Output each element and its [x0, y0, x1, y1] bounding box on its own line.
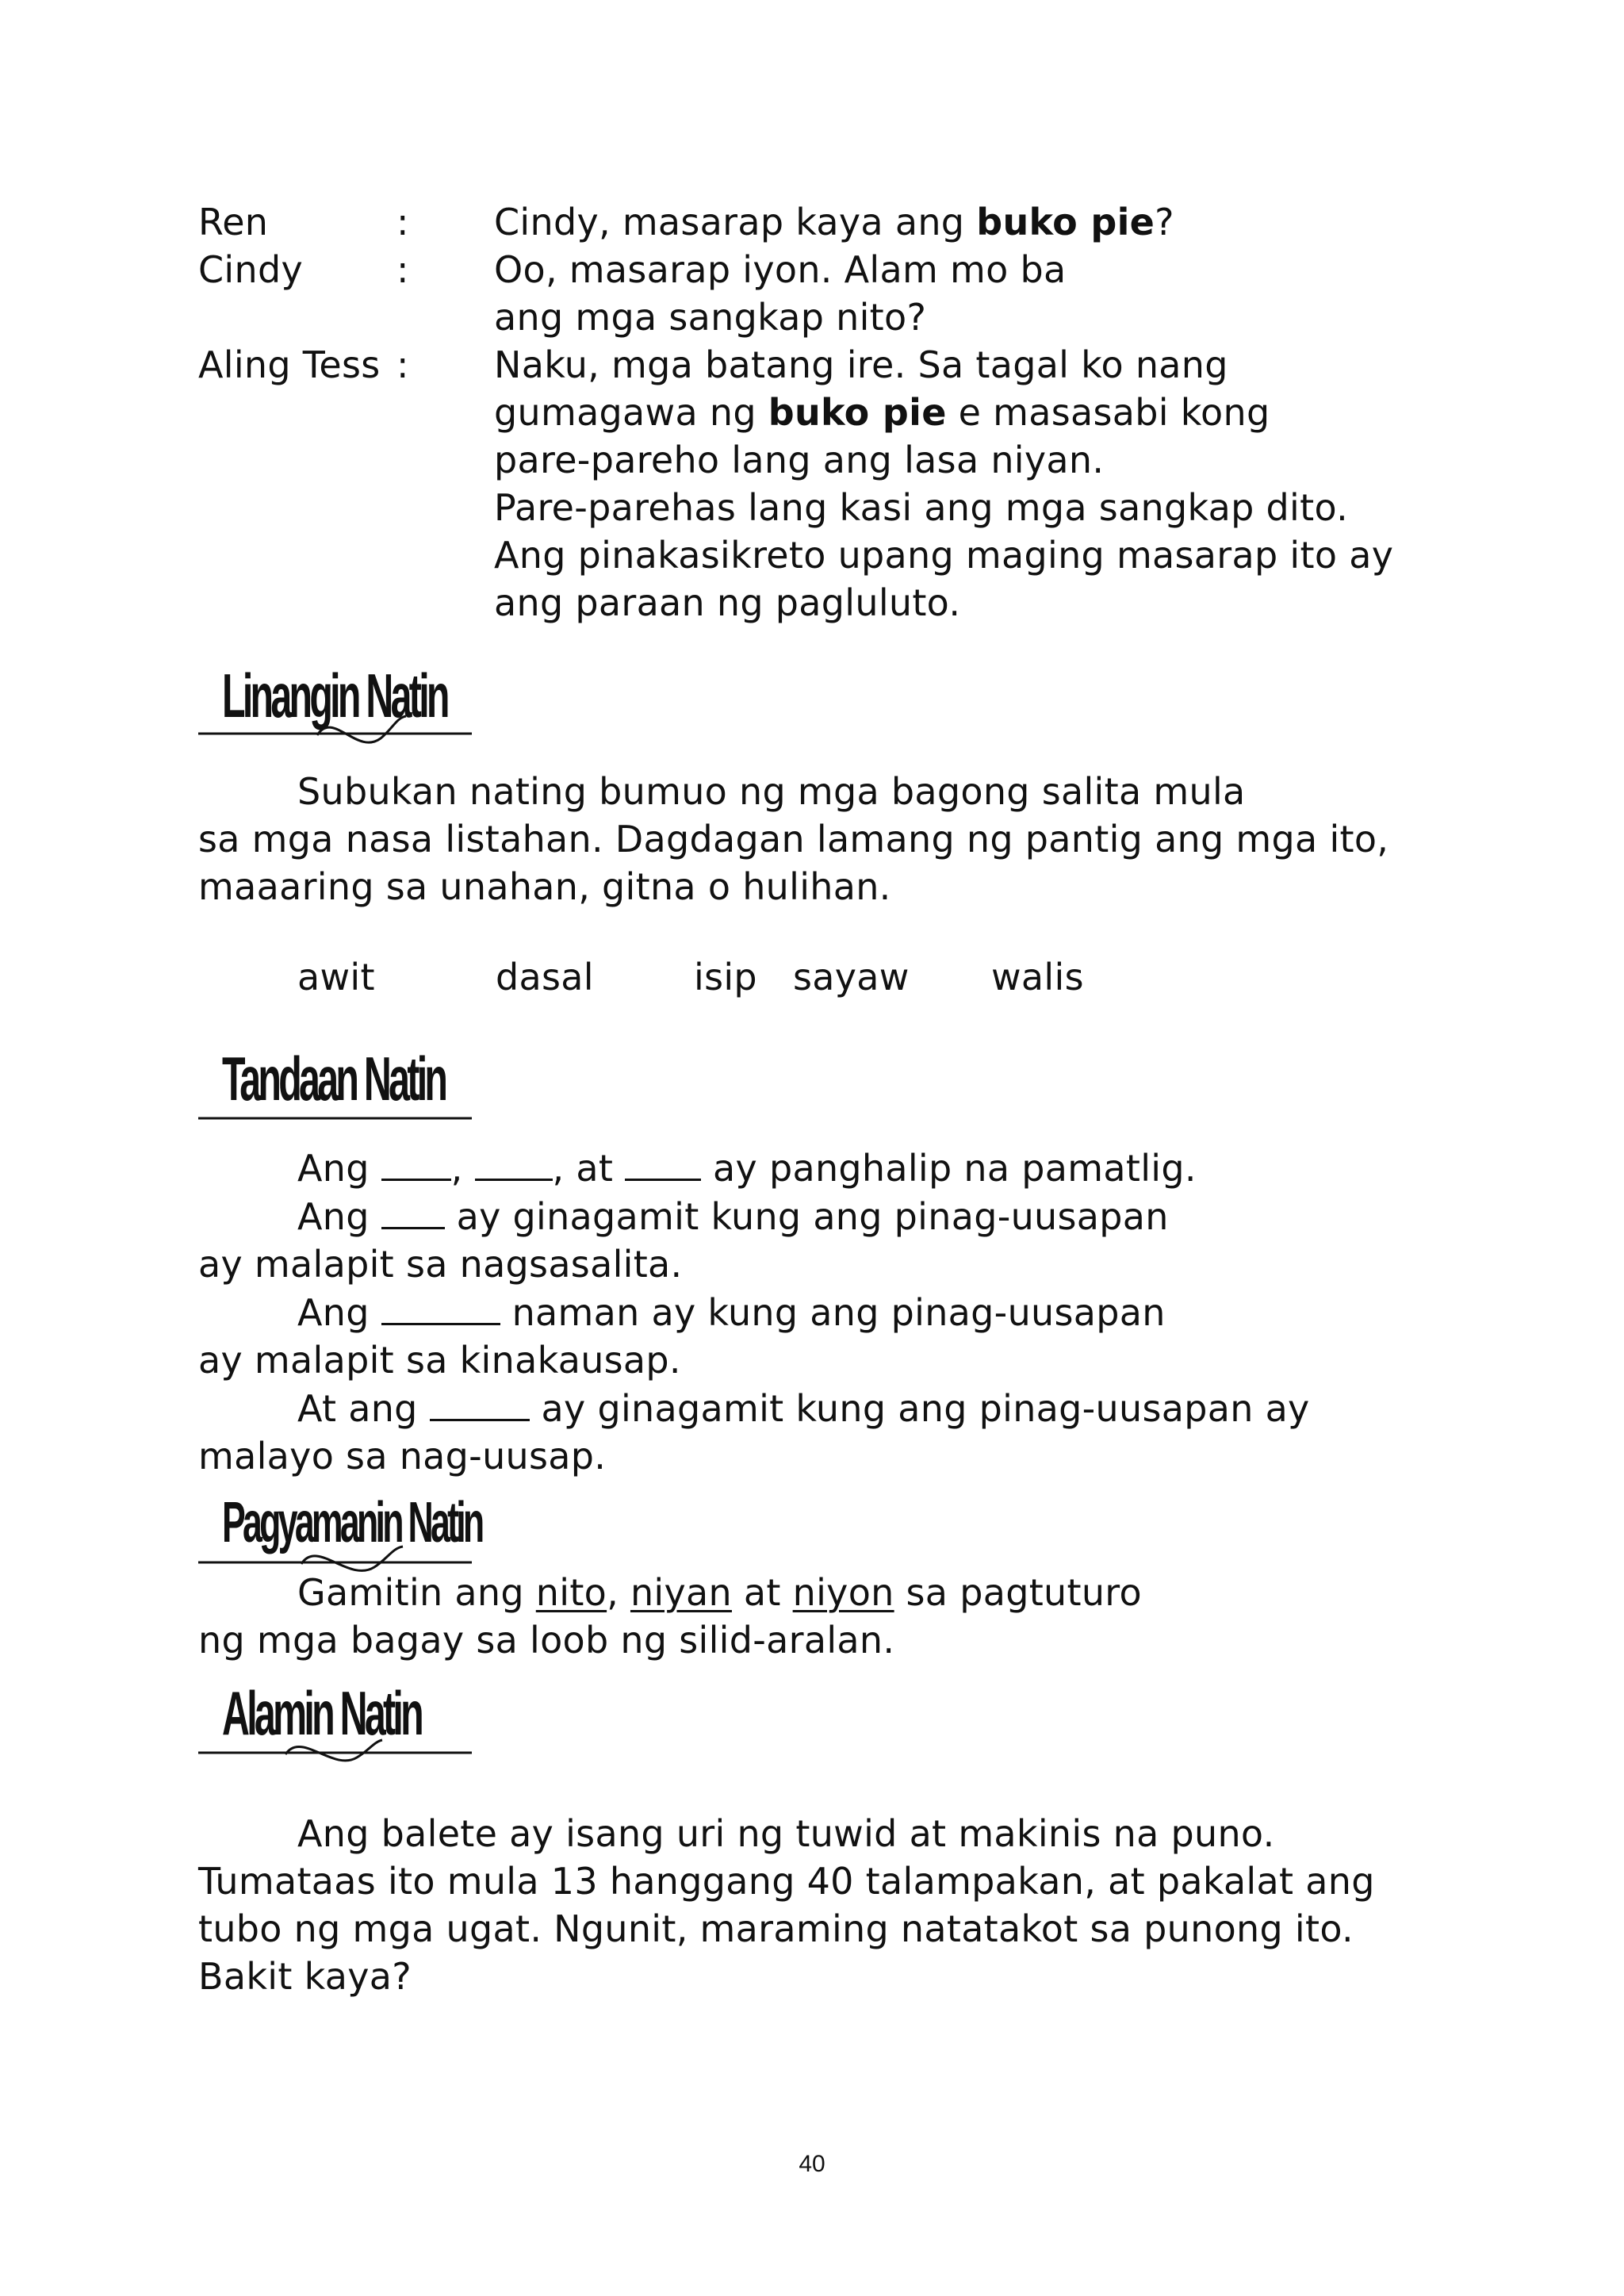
word-item: isip	[694, 956, 757, 999]
heading-tandaan-natin	[198, 1045, 472, 1137]
speaker-colon: :	[396, 343, 409, 386]
fill-blank[interactable]	[625, 1144, 701, 1181]
dialogue-line-cindy	[198, 246, 1467, 341]
heading-linangin-natin	[198, 662, 472, 753]
speech-line: ang mga sangkap nito?	[494, 296, 927, 339]
dialogue	[198, 198, 1467, 627]
paragraph-line: Ang ay ginagamit kung ang pinag-uusapan	[198, 1192, 1483, 1240]
paragraph-line: Ang naman ay kung ang pinag-uusapan	[198, 1288, 1483, 1336]
heading-swoosh-icon	[198, 662, 472, 753]
paragraph-line: tubo ng mga ugat. Ngunit, maraming natatakot sa punong ito.	[198, 1907, 1354, 1950]
paragraph-line: sa mga nasa listahan. Dagdagan lamang ng pantig ang mga ito,	[198, 818, 1389, 861]
paragraph-line: ng mga bagay sa loob ng silid-aralan.	[198, 1619, 895, 1662]
speech-line: ang paraan ng pagluluto.	[494, 581, 961, 624]
paragraph-line: maaaring sa unahan, gitna o hulihan.	[198, 865, 891, 908]
dialogue-line-aling-tess	[198, 341, 1467, 627]
speaker-name: Aling Tess	[198, 343, 381, 386]
page-number: 40	[799, 2151, 825, 2177]
word-item: walis	[991, 956, 1084, 999]
speech-line: Ang pinakasikreto upang maging masarap ito ay	[494, 534, 1394, 577]
heading-text: Alamin Natin	[222, 1678, 421, 1748]
speaker-name: Cindy	[198, 248, 303, 291]
speech-line: Naku, mga batang ire. Sa tagal ko nang	[494, 343, 1228, 386]
heading-text: Tandaan Natin	[222, 1044, 446, 1114]
underlined-word: niyan	[630, 1571, 732, 1614]
word-item: awit	[297, 956, 375, 999]
underlined-word: nito	[535, 1571, 607, 1614]
speaker-name: Ren	[198, 201, 269, 243]
heading-text: Linangin Natin	[222, 661, 447, 730]
speech-line: Pare-parehas lang kasi ang mga sangkap dito.	[494, 486, 1349, 529]
bold-term: buko pie	[768, 391, 947, 434]
paragraph-line: ay malapit sa nagsasalita.	[198, 1243, 683, 1286]
paragraph-line: malayo sa nag-uusap.	[198, 1435, 607, 1478]
linangin-instructions	[198, 768, 1483, 910]
heading-swoosh-icon	[198, 1489, 472, 1581]
speaker-colon: :	[396, 201, 409, 243]
speech	[494, 198, 1467, 246]
speech	[494, 341, 1467, 627]
heading-swoosh-icon	[198, 1680, 472, 1771]
fill-blank[interactable]	[430, 1384, 530, 1421]
fill-blank[interactable]	[475, 1144, 553, 1181]
speaker-colon: :	[396, 248, 409, 291]
paragraph-line: ay malapit sa kinakausap.	[198, 1339, 681, 1382]
fill-blank[interactable]	[381, 1192, 445, 1229]
speech-line: pare-pareho lang ang lasa niyan.	[494, 439, 1105, 481]
underlined-word: niyon	[792, 1571, 894, 1614]
pagyamanin-text	[198, 1569, 1483, 1664]
paragraph-line: Ang balete ay isang uri ng tuwid at makinis na puno.	[297, 1812, 1275, 1855]
alamin-text	[198, 1810, 1483, 2000]
heading-underline-icon	[198, 1045, 472, 1137]
bold-term: buko pie	[976, 201, 1155, 243]
paragraph-line: Tumataas ito mula 13 hanggang 40 talampakan, at pakalat ang	[198, 1860, 1375, 1903]
speech-line: gumagawa ng buko pie e masasabi kong	[494, 391, 1270, 434]
speech	[494, 246, 1467, 341]
dialogue-line-ren	[198, 198, 1467, 246]
speech-line: Oo, masarap iyon. Alam mo ba	[494, 248, 1067, 291]
paragraph-line: Gamitin ang nito, niyan at niyon sa pagtuturo	[297, 1571, 1142, 1614]
paragraph-line: At ang ay ginagamit kung ang pinag-uusapan ay	[198, 1384, 1483, 1432]
fill-blank[interactable]	[381, 1288, 500, 1325]
fill-blank[interactable]	[381, 1144, 451, 1181]
heading-alamin-natin	[198, 1680, 472, 1771]
paragraph-line: Ang , , at ay panghalip na pamatlig.	[198, 1144, 1483, 1192]
speech-line: Cindy, masarap kaya ang buko pie?	[494, 201, 1174, 243]
word-item: sayaw	[793, 956, 910, 999]
tandaan-text	[198, 1144, 1483, 1480]
heading-text: Pagyamanin Natin	[222, 1491, 482, 1554]
paragraph-line: Subukan nating bumuo ng mga bagong salita mula	[297, 770, 1246, 813]
word-item: dasal	[496, 956, 594, 999]
heading-pagyamanin-natin	[198, 1489, 482, 1581]
paragraph-line: Bakit kaya?	[198, 1955, 412, 1998]
